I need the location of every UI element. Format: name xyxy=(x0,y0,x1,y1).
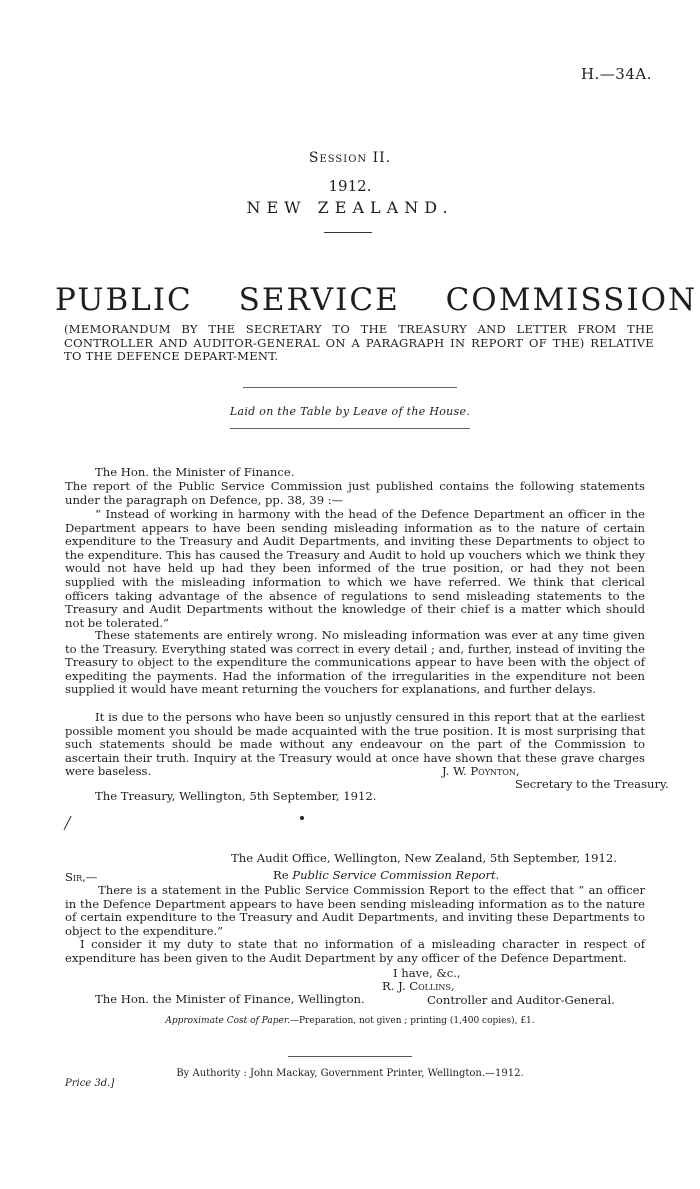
letter-paragraph-1: There is a statement in the Public Service Commission Report to the effect that “ an officer in the Defence Department appears to have been sending misleading information as to the nature of certain expenditure to the Treasury and Audit Departments, and inviting these Departments to object to the expenditure.” xyxy=(65,883,645,938)
document-title: PUBLIC SERVICE COMMISSION xyxy=(55,282,698,318)
footer-rule xyxy=(288,1056,412,1057)
letter-closing: I have, &c., xyxy=(393,966,461,980)
document-subtitle: (MEMORANDUM BY THE SECRETARY TO THE TREASURY AND LETTER FROM THE CONTROLLER AND AUDITOR-GENERAL ON A PARAGRAPH IN REPORT OF THE) RELATIVE TO THE DEFENCE DEPART-MENT. xyxy=(64,322,654,363)
title-rule xyxy=(243,387,457,388)
ink-dot-icon xyxy=(300,816,304,820)
letter-re-line xyxy=(273,869,499,883)
memo-paragraph-3: It is due to the persons who have been so unjustly censured in this report that at the earliest possible moment you should be made acquainted with the true position. It is most surprising that such statements should be made without any endeavour on the part of the Commission to ascertain their truth. Inquiry at the Treasury would at once have shown that these grave charges were baseless. xyxy=(65,710,645,779)
paper-cost-note xyxy=(0,1016,700,1026)
letter-paragraph-2: I consider it my duty to state that no information of a misleading character in respect of expenditure has been given to the Audit Department by any officer of the Defence Department. xyxy=(65,937,645,965)
document-reference: H.—34A. xyxy=(580,65,652,83)
printer-imprint: By Authority : John Mackay, Government Printer, Wellington.—1912. xyxy=(176,1068,524,1079)
memo-quote: “ Instead of working in harmony with the head of the Defence Department an officer in the Department appears to have been sending misleading information as to the nature of certain expenditure to the Treasury and Audit Departments, and inviting these Departments to object to the expenditure. This has caused the Treasury and Audit to hold up vouchers which we think they would not have held up had they been informed of the true position, or had they not been supplied with the misleading information to which we have referred. We think that clerical officers taking advantage of the absence of regulations to send misleading statements to the Treasury and Audit Departments without the knowledge of their chief is a matter which should not be tolerated.” xyxy=(65,507,645,630)
memo-paragraph-1: The report of the Public Service Commission just published contains the following statements under the paragraph on Defence, pp. 38, 39 :— xyxy=(65,479,645,507)
letter-salutation: Sir,— xyxy=(65,870,98,884)
memo-paragraph-2: These statements are entirely wrong. No misleading information was ever at any time given to the Treasury. Everything stated was correct in every detail ; and, further, instead of inviting the Treasury to object to the expenditure the communications appear to have been with the object of expediting the payments. Had the information of the irregularities in the expenditure not been supplied it would have meant returning the vouchers for explanations, and further delays. xyxy=(65,628,645,697)
letter-re-prefix: Re xyxy=(273,868,289,882)
pen-mark-icon: ╱ xyxy=(64,816,72,830)
paper-cost-text: —Preparation, not given ; printing (1,400 copies), £1. xyxy=(290,1016,535,1026)
session-label: Session II. xyxy=(308,150,392,166)
year-label: 1912. xyxy=(328,177,372,195)
price-label: Price 3d.] xyxy=(65,1078,115,1089)
letter-addressee: The Hon. the Minister of Finance, Wellington. xyxy=(95,992,365,1006)
laid-rule xyxy=(230,428,470,429)
letter-signature: R. J. Collins, xyxy=(382,979,455,993)
letter-signature-title: Controller and Auditor-General. xyxy=(427,993,615,1007)
memo-signature: J. W. Poynton, xyxy=(442,764,520,778)
memo-addressee: The Hon. the Minister of Finance. xyxy=(95,465,295,479)
paper-cost-label: Approximate Cost of Paper. xyxy=(165,1016,291,1026)
country-heading: NEW ZEALAND. xyxy=(246,198,454,217)
header-rule xyxy=(324,232,372,233)
laid-on-table-note: Laid on the Table by Leave of the House. xyxy=(229,405,471,418)
memo-signature-title: Secretary to the Treasury. xyxy=(515,777,669,791)
letter-address-line: The Audit Office, Wellington, New Zealand, 5th September, 1912. xyxy=(231,851,617,865)
memo-place-date: The Treasury, Wellington, 5th September, 1912. xyxy=(95,789,377,803)
letter-re-subject: Public Service Commission Report. xyxy=(292,868,500,882)
